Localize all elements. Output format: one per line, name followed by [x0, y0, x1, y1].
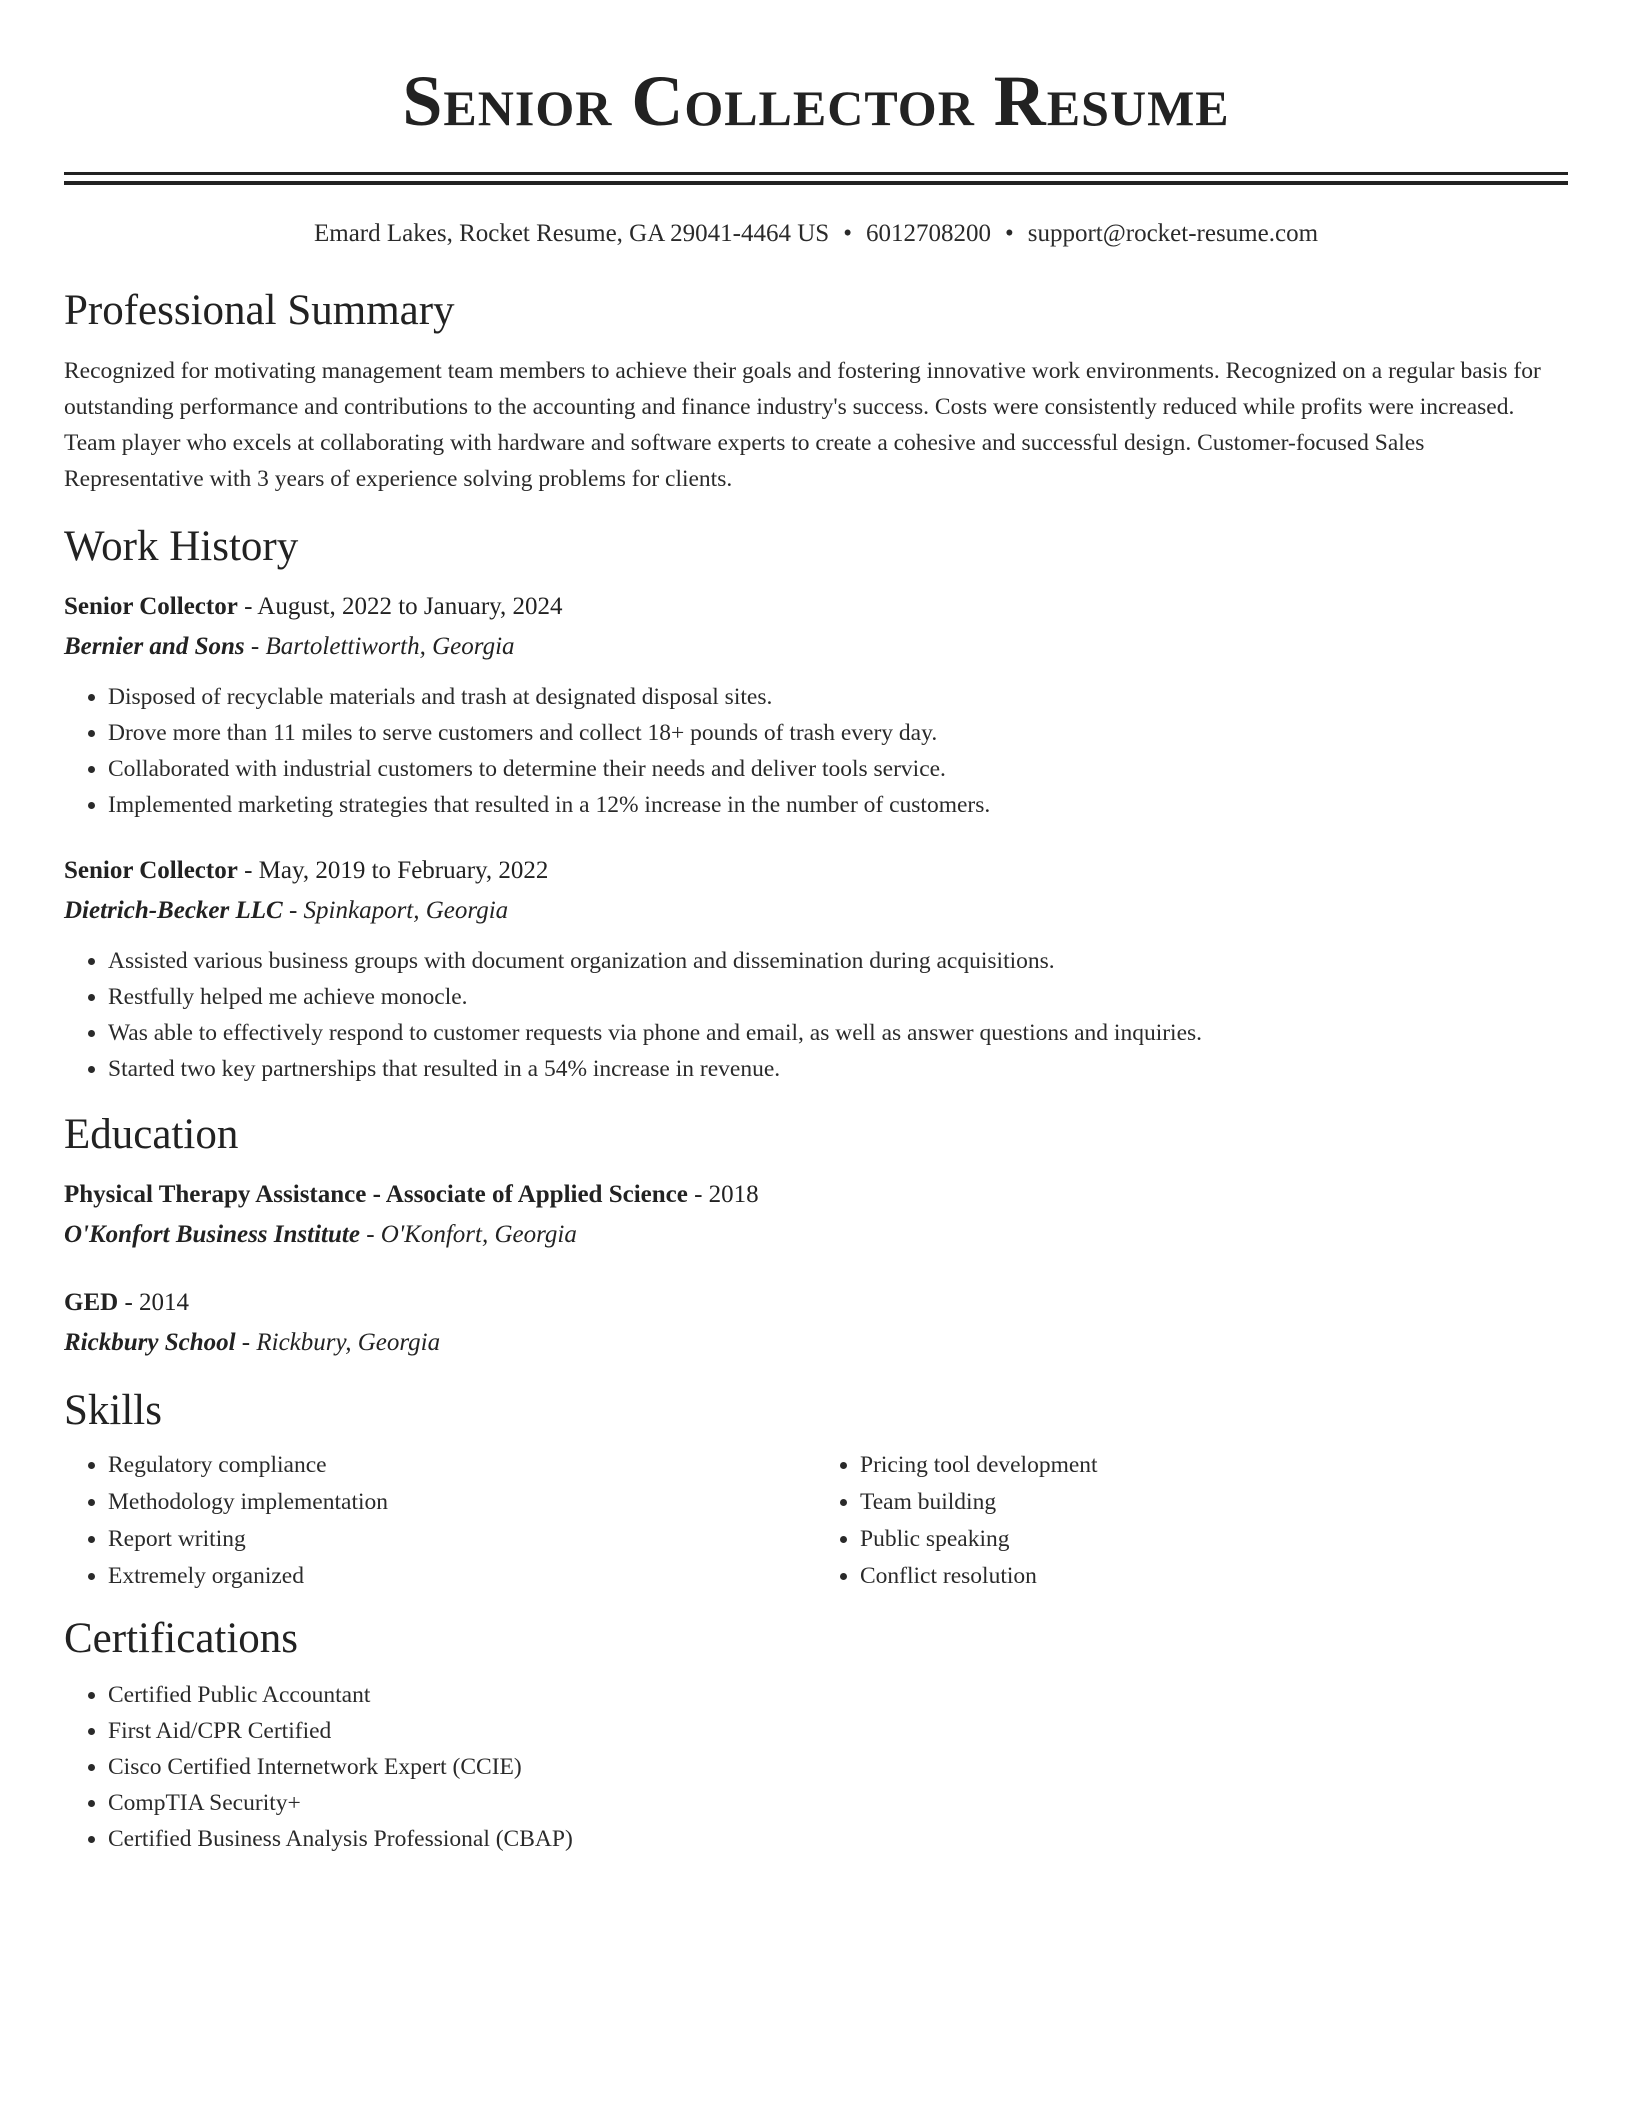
job-bullet: • Implemented marketing strategies that resulted in a 12% increase in the number of customers. [108, 787, 1568, 823]
skills-column-right [816, 1447, 1568, 1595]
job-bullet: • Drove more than 11 miles to serve customers and collect 18+ pounds of trash every day. [108, 715, 1568, 751]
job-bullet: • Disposed of recyclable materials and trash at designated disposal sites. [108, 679, 1568, 715]
skill-item: • Extremely organized [108, 1558, 816, 1595]
work-history-heading: Work History [64, 523, 299, 570]
certification-item: • Cisco Certified Internetwork Expert (CCIE) [108, 1749, 1568, 1785]
skills-column-left [64, 1447, 816, 1595]
job-location: - Spinkaport, Georgia [282, 897, 509, 924]
education-school: O'Konfort Business Institute [64, 1221, 360, 1248]
skill-item: • Public speaking [860, 1521, 1568, 1558]
education-heading: Education [64, 1111, 239, 1158]
job-dates: - August, 2022 to January, 2024 [237, 593, 563, 620]
job-bullets [64, 943, 1568, 1087]
job-dates: - May, 2019 to February, 2022 [237, 857, 549, 884]
skill-item: • Methodology implementation [108, 1484, 816, 1521]
contact-separator: • [1004, 220, 1014, 247]
job-bullet: • Restfully helped me achieve monocle. [108, 979, 1568, 1015]
job-title-line [64, 851, 1568, 891]
education-school-line [64, 1215, 1568, 1255]
title-divider-top [64, 172, 1568, 175]
contact-line [64, 217, 1568, 251]
education-degree: Physical Therapy Assistance - Associate of Applied Science [64, 1181, 688, 1208]
job-bullet: • Assisted various business groups with document organization and dissemination during acquisitions. [108, 943, 1568, 979]
job-company: Dietrich-Becker LLC [64, 897, 283, 924]
certification-item: • First Aid/CPR Certified [108, 1713, 1568, 1749]
education-location: - Rickbury, Georgia [235, 1329, 441, 1356]
education-school-line [64, 1323, 1568, 1363]
education-degree-line [64, 1283, 1568, 1323]
education-entry [64, 1175, 1568, 1255]
skill-item: • Conflict resolution [860, 1558, 1568, 1595]
resume-title: Senior Collector Resume [402, 61, 1230, 141]
job-bullet: • Was able to effectively respond to customer requests via phone and email, as well as answer questions and inquiries. [108, 1015, 1568, 1051]
skill-item: • Team building [860, 1484, 1568, 1521]
skill-item: • Regulatory compliance [108, 1447, 816, 1484]
education-year: - 2018 [687, 1181, 759, 1208]
education-school: Rickbury School [64, 1329, 236, 1356]
contact-separator: • [843, 220, 852, 247]
job-company: Bernier and Sons [64, 633, 245, 660]
education-entry [64, 1283, 1568, 1363]
summary-text: Recognized for motivating management team members to achieve their goals and fostering innovative work environments. Recognized on a regular basis for outstanding performance and contributions to the accounting and finance industry's success. Costs were consistently reduced while profits were increased. Team player who excels at collaborating with hardware and software experts to create a cohesive and successful design. Customer-focused Sales Representative with 3 years of experience solving problems for clients. [64, 358, 1541, 492]
certification-item: • Certified Business Analysis Professional (CBAP) [108, 1821, 1568, 1857]
contact-email: support@rocket-resume.com [1027, 220, 1319, 247]
job-title: Senior Collector [64, 593, 238, 620]
skill-item: • Pricing tool development [860, 1447, 1568, 1484]
job-bullet: • Started two key partnerships that resulted in a 54% increase in revenue. [108, 1051, 1568, 1087]
contact-phone: 6012708200 [865, 220, 991, 247]
job-title-line [64, 587, 1568, 627]
skills-heading: Skills [64, 1387, 162, 1434]
education-location: - O'Konfort, Georgia [359, 1221, 577, 1248]
skills-grid [64, 1447, 1568, 1595]
job-company-line [64, 627, 1568, 667]
skill-item: • Report writing [108, 1521, 816, 1558]
summary-heading: Professional Summary [64, 287, 455, 334]
certifications-list [64, 1677, 1568, 1857]
certification-item: • CompTIA Security+ [108, 1785, 1568, 1821]
title-divider-bottom [64, 181, 1568, 185]
job-location: - Bartolettiworth, Georgia [244, 633, 515, 660]
certification-item: • Certified Public Accountant [108, 1677, 1568, 1713]
job-bullet: • Collaborated with industrial customers to determine their needs and deliver tools service. [108, 751, 1568, 787]
job-title: Senior Collector [64, 857, 238, 884]
education-degree: GED [64, 1289, 119, 1316]
certifications-heading: Certifications [64, 1615, 299, 1662]
job-entry [64, 851, 1568, 1087]
job-bullets [64, 679, 1568, 823]
contact-address: Emard Lakes, Rocket Resume, GA 29041-4464 US [313, 220, 830, 247]
job-entry [64, 587, 1568, 823]
education-degree-line [64, 1175, 1568, 1215]
job-company-line [64, 891, 1568, 931]
education-year: - 2014 [118, 1289, 190, 1316]
